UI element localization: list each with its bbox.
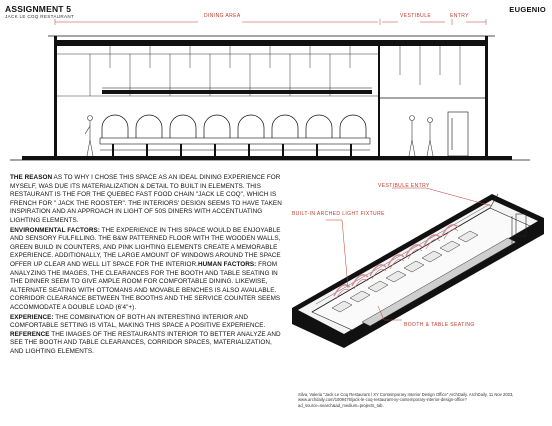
label-vestibule: VESTIBULE <box>400 13 432 19</box>
author-name: EUGENIO <box>509 5 546 14</box>
human-factors-text: FROM ANALYZING THE IMAGES, THE CLEARANCES FOR THE BOOTH AND TABLE SEATING IN THE DINNER SEEM TO GIVE AMPLE ROOM FOR COMFORTABLE DINING. LIKEWISE, ALTERNATE SEATING WITH OTTOMANS AND MOVABLE BENCHES IS ALSO AVAILABLE. CORRIDOR CLEARANCE BETWEEN THE BOOTHS AND THE SERVICE COUNTER SEEMS ACCOMMODATE A DOUBLE LOAD (6'4"+). <box>10 260 281 311</box>
reference-lead: REFERENCE <box>10 330 50 338</box>
label-entry: ENTRY <box>450 13 469 19</box>
label-vestibule-entry: VESTIBULE ENTRY <box>378 183 430 189</box>
citation: Silva, Valeria "Jack Le Coq Restaurant / XY Contemporary Interior Design Office" ArchDaily. ArchDaily, 11 Nov 2023, www.archdaily.com/1009476/jack-le-coq-restaurant-xy-contemporary-interior-design-office?ad_source=search&ad_medium=projects_tab. <box>298 392 514 408</box>
paragraph-experience <box>10 314 282 357</box>
experience-lead: EXPERIENCE: <box>10 313 54 321</box>
page-subtitle: JACK LE COQ RESTAURANT <box>5 14 75 19</box>
body-text <box>10 174 282 357</box>
label-dining-area: DINING AREA <box>204 13 241 19</box>
environmental-lead: ENVIRONMENTAL FACTORS: <box>10 226 100 234</box>
axonometric-drawing <box>282 176 552 388</box>
human-factors-lead: HUMAN FACTORS: <box>197 260 257 268</box>
reason-lead: THE REASON <box>10 174 53 181</box>
paragraph-factors <box>10 227 282 313</box>
page-title: ASSIGNMENT 5 <box>5 4 72 14</box>
label-booth-table-seating: BOOTH & TABLE SEATING <box>404 322 475 328</box>
reference-text: THE IMAGES OF THE RESTAURANTS INTERIOR TO BETTER ANALYZE AND SEE THE BOOTH AND TABLE CLEARANCES, CORRIDOR SPACES, MATERIALIZATION, AND LIGHTING ELEMENTS. <box>10 330 281 355</box>
section-elevation-drawing <box>0 0 552 170</box>
label-arched-light-fixture: BUILT-IN ARCHED LIGHT FIXTURE <box>292 211 385 217</box>
reason-text: AS TO WHY I CHOSE THIS SPACE AS AN IDEAL DINING EXPERIENCE FOR MYSELF, WAS DUE ITS MATERIALIZATION & DETAIL TO BUILT IN ELEMENTS. THIS RESTAURANT IS THE FOR THE QUEBEC FAST FOOD CHAIN "JACK LE COQ", WHICH IS FRENCH FOR " JACK THE ROOSTER". THE INTERIORS' DESIGN SEEMS TO HAVE TAKEN INSPIRATION AND AN APPROACH IN LIGHT OF 50S DINERS WITH ACCENTUATING LIGHTING ELEMENTS. <box>10 174 282 224</box>
experience-text: THE COMBINATION OF BOTH AN INTERESTING INTERIOR AND COMFORTABLE SETTING IS VITAL, MAKING THIS SPACE A POSITIVE EXPERIENCE. <box>10 313 266 330</box>
paragraph-reason <box>10 174 282 226</box>
environmental-text: THE EXPERIENCE IN THIS SPACE WOULD BE ENJOYABLE AND SENSORY FULFILLING. THE B&W PATTERNED FLOOR WITH THE WOODEN WALLS, GREEN BUILD IN COUNTERS, AND PINK LIGHTING ELEMENTS CREATE A MEMORABLE EXPERIENCE. ADDITIONALLY, THE LARGE AMOUNT OF WINDOWS AROUND THE SPACE OFFER UP CLEAR AND WELL LIT SPACE FOR THE INTERIOR. <box>10 226 281 268</box>
